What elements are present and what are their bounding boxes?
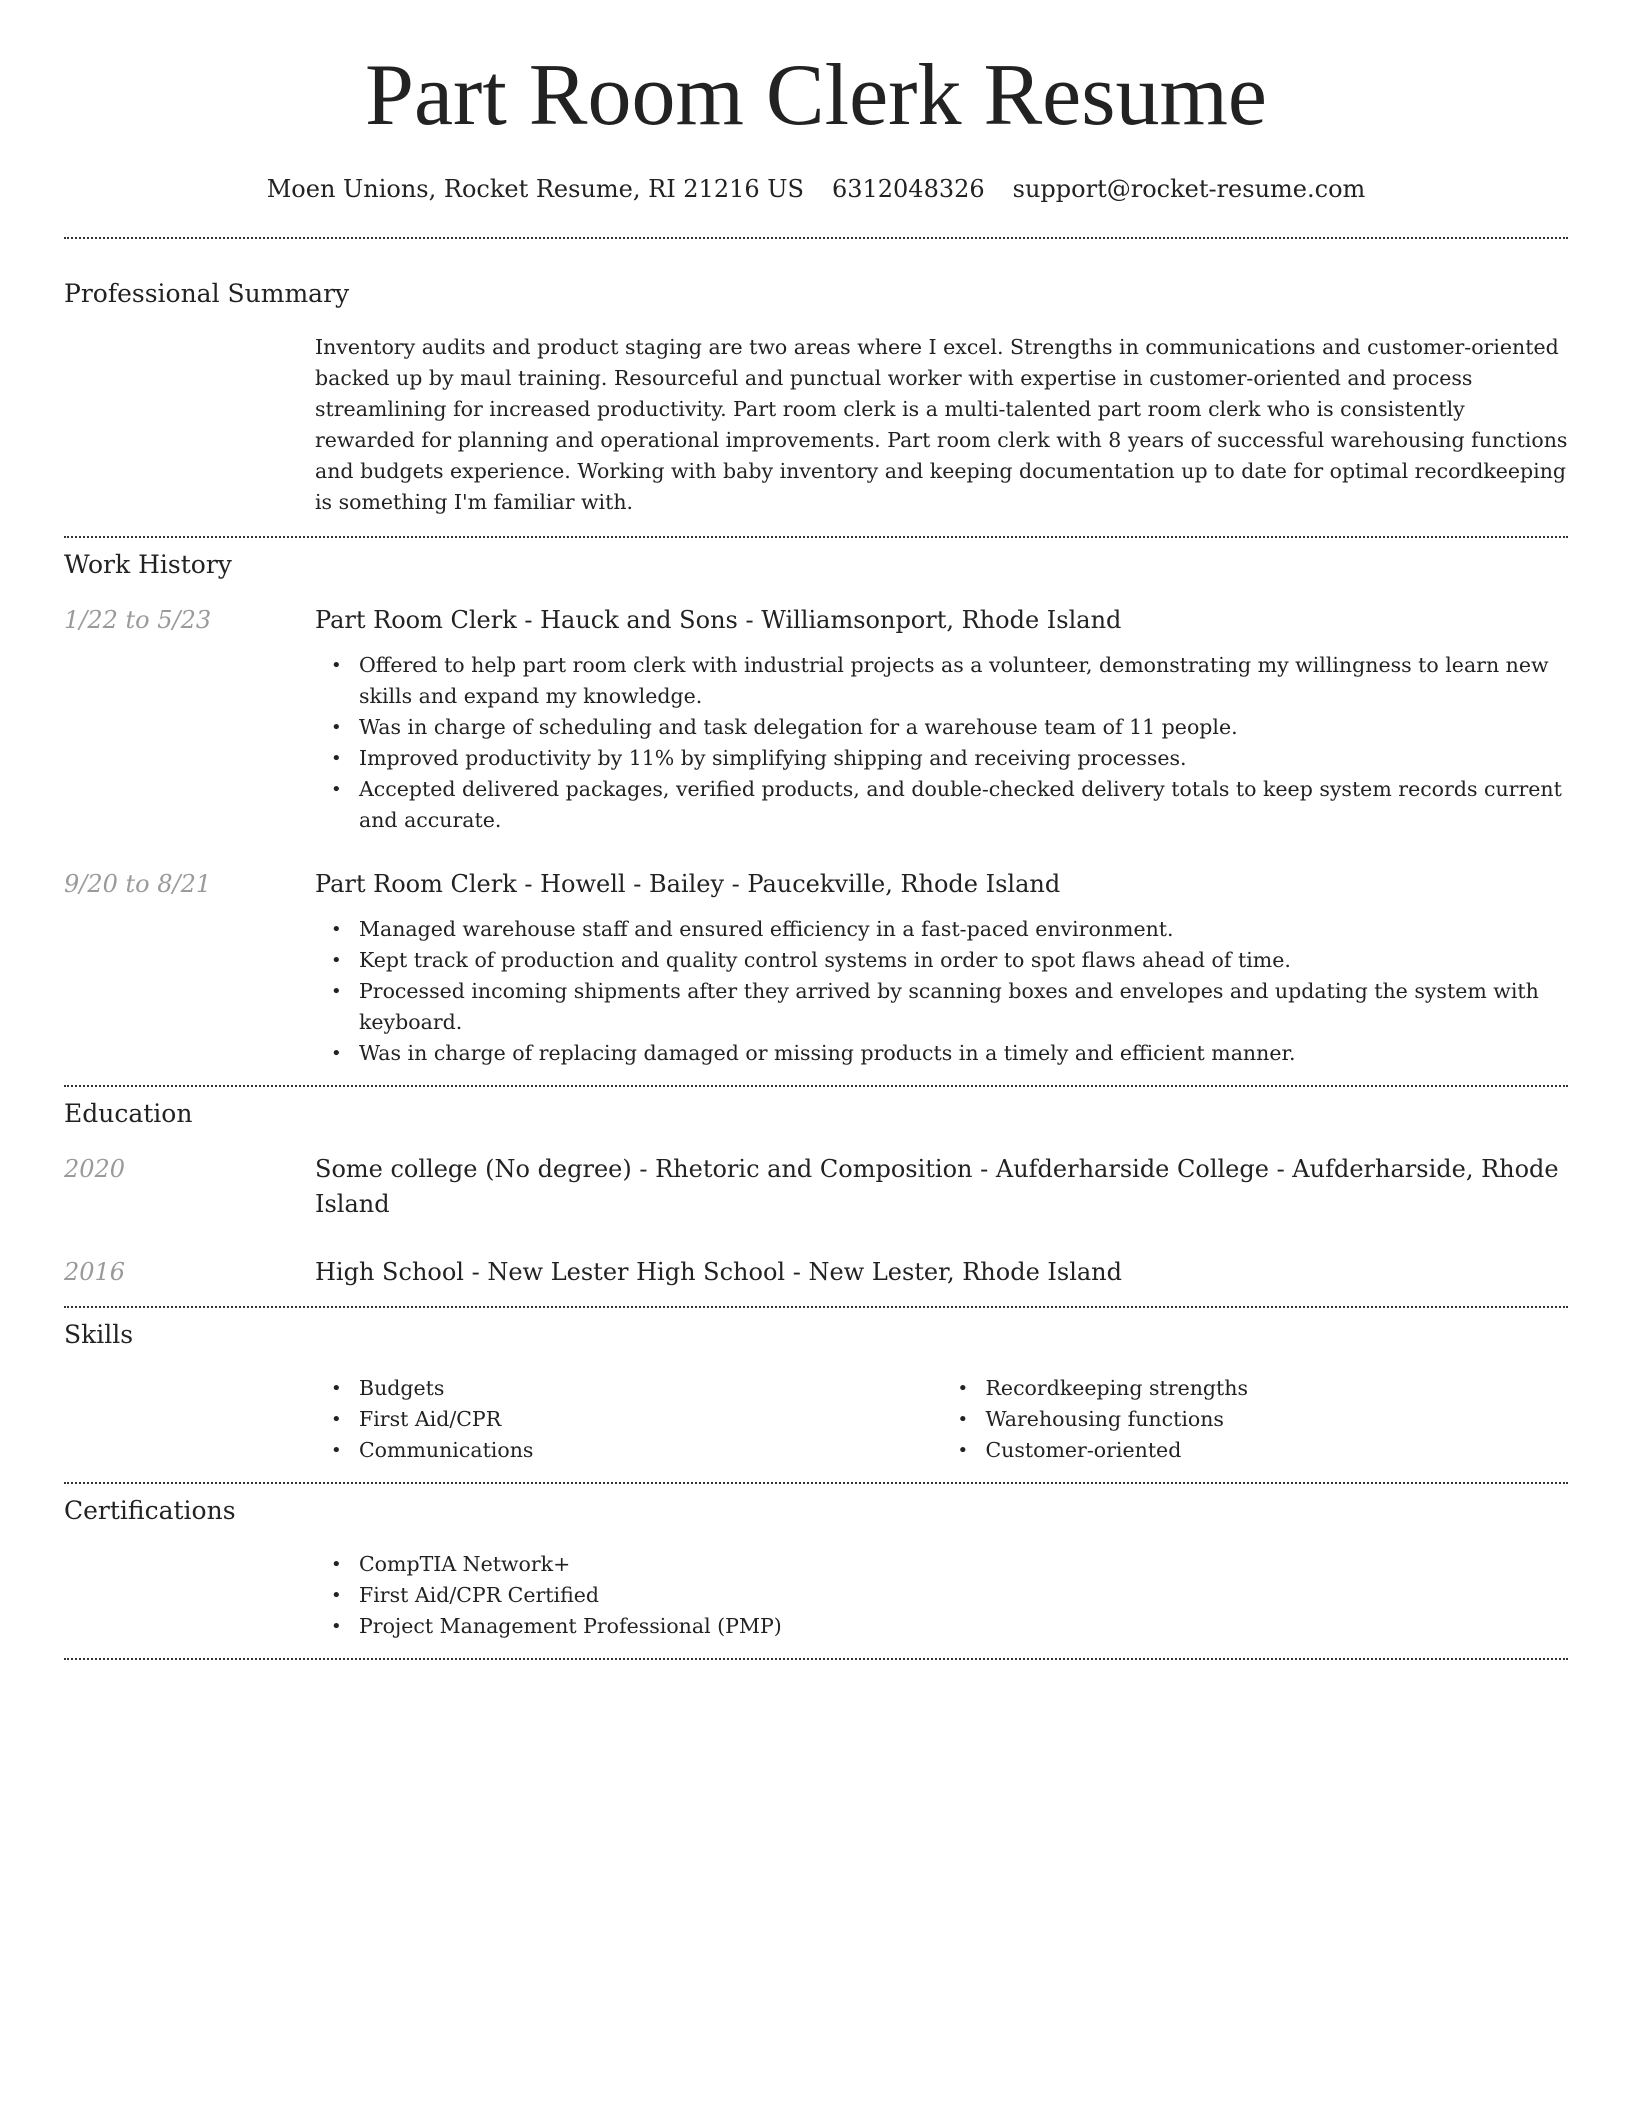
section-heading-skills: Skills — [64, 1319, 134, 1349]
summary-text: Inventory audits and product staging are two areas where I excel. Strengths in communications and customer-oriented backed up by maul training. Resourceful and punctual worker with expertise in customer-oriented and process streamlining for increased productivity. Part room clerk is a multi-talented part room clerk who is consistently rewarded for planning and operational improvements. Part room clerk with 8 years of successful warehousing functions and budgets experience. Working with baby inventory and keeping documentation up to date for optimal recordkeeping is something I'm familiar with. — [315, 334, 1568, 514]
section-heading-education: Education — [64, 1098, 193, 1128]
list-item: • First Aid/CPR Certified — [315, 1580, 1568, 1611]
section-certifications — [64, 1484, 1568, 1642]
contact-address: Moen Unions, Rocket Resume, RI 21216 US — [266, 174, 804, 203]
education-entry — [64, 1152, 1568, 1222]
list-item: • Was in charge of replacing damaged or missing products in a timely and efficient manner. — [315, 1038, 1568, 1069]
job-entry — [64, 604, 1568, 836]
list-item: • Was in charge of scheduling and task delegation for a warehouse team of 11 people. — [315, 712, 1568, 743]
contact-phone: 6312048326 — [831, 174, 985, 203]
section-summary — [64, 239, 1568, 518]
list-item: • Project Management Professional (PMP) — [315, 1611, 1568, 1642]
certifications-list — [315, 1549, 1568, 1642]
list-item: • Improved productivity by 11% by simplifying shipping and receiving processes. — [315, 743, 1568, 774]
section-heading-certifications: Certifications — [64, 1495, 236, 1525]
list-item: • First Aid/CPR — [315, 1404, 942, 1435]
list-item: • Offered to help part room clerk with industrial projects as a volunteer, demonstrating my willingness to learn new skills and expand my knowledge. — [315, 650, 1568, 712]
section-heading-work: Work History — [64, 549, 232, 579]
divider — [64, 1658, 1568, 1660]
contact-line — [64, 175, 1568, 203]
job-dates: 1/22 to 5/23 — [64, 605, 212, 634]
education-year: 2020 — [64, 1154, 126, 1183]
contact-email: support@rocket-resume.com — [1012, 174, 1366, 203]
list-item: • CompTIA Network+ — [315, 1549, 1568, 1580]
section-education — [64, 1087, 1568, 1290]
job-bullets — [315, 650, 1568, 836]
list-item: • Recordkeeping strengths — [942, 1373, 1569, 1404]
job-dates: 9/20 to 8/21 — [64, 869, 212, 898]
list-item: • Kept track of production and quality control systems in order to spot flaws ahead of time. — [315, 945, 1568, 976]
list-item: • Communications — [315, 1435, 942, 1466]
list-item: • Managed warehouse staff and ensured efficiency in a fast-paced environment. — [315, 914, 1568, 945]
job-title: Part Room Clerk - Howell - Bailey - Paucekville, Rhode Island — [315, 869, 1061, 898]
section-work-history — [64, 538, 1568, 1069]
section-heading-summary: Professional Summary — [64, 278, 350, 308]
resume-title: Part Room Clerk Resume — [365, 47, 1267, 144]
job-title: Part Room Clerk - Hauck and Sons - Williamsonport, Rhode Island — [315, 605, 1122, 634]
skills-list-right — [942, 1373, 1569, 1466]
education-title: Some college (No degree) - Rhetoric and Composition - Aufderharside College - Aufderharside, Rhode Island — [315, 1154, 1559, 1218]
list-item: • Customer-oriented — [942, 1435, 1569, 1466]
education-title: High School - New Lester High School - New Lester, Rhode Island — [315, 1257, 1122, 1286]
list-item: • Budgets — [315, 1373, 942, 1404]
education-year: 2016 — [64, 1257, 126, 1286]
list-item: • Warehousing functions — [942, 1404, 1569, 1435]
list-item: • Accepted delivered packages, verified products, and double-checked delivery totals to keep system records current and accurate. — [315, 774, 1568, 836]
job-bullets — [315, 914, 1568, 1069]
job-entry — [64, 868, 1568, 1069]
list-item: • Processed incoming shipments after they arrived by scanning boxes and envelopes and updating the system with keyboard. — [315, 976, 1568, 1038]
education-entry — [64, 1255, 1568, 1290]
section-skills — [64, 1308, 1568, 1466]
skills-list-left — [315, 1373, 942, 1466]
